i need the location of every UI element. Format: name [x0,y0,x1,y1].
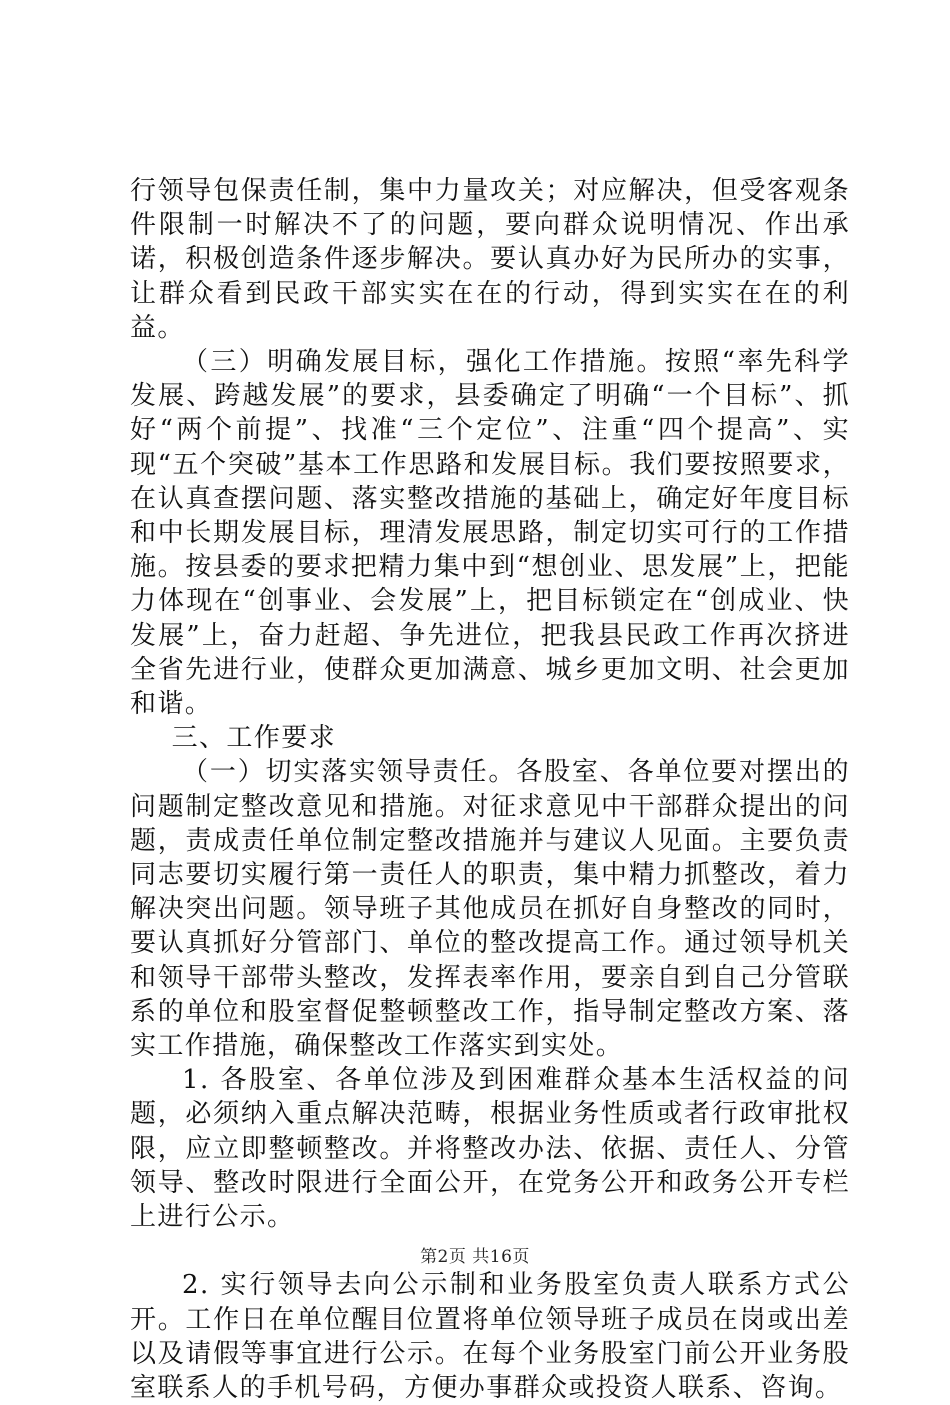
paragraph-continuation: 行领导包保责任制，集中力量攻关；对应解决，但受客观条件限制一时解决不了的问题，要向群众说明情况、作出承诺，积极创造条件逐步解决。要认真办好为民所办的实事，让群众看到民政干部实实在在的行动，得到实实在在的利益。 [130,176,850,343]
paragraph-item-2: 2. 实行领导去向公示制和业务股室负责人联系方式公开。工作日在单位醒目位置将单位领导班子成员在岗或出差以及请假等事宜进行公示。在每个业务股室门前公开业务股室联系人的手机号码，方便办事群众或投资人联系、咨询。 [130,1270,850,1403]
paragraph-item-1: 1. 各股室、各单位涉及到困难群众基本生活权益的问题，必须纳入重点解决范畴，根据业务性质或者行政审批权限，应立即整顿整改。并将整改办法、依据、责任人、分管领导、整改时限进行全面公开，在党务公开和政务公开专栏上进行公示。 [130,1065,850,1233]
section-heading-work-requirements: 三、工作要求 [171,723,336,754]
paragraph-requirement-1: （一）切实落实领导责任。各股室、各单位要对摆出的问题制定整改意见和措施。对征求意见中干部群众提出的问题，责成责任单位制定整改措施并与建议人见面。主要负责同志要切实履行第一责任人的职责，集中精力抓整改，着力解决突出问题。领导班子其他成员在抓好自身整改的同时，要认真抓好分管部门、单位的整改提高工作。通过领导机关和领导干部带头整改，发挥表率作用，要亲自到自己分管联系的单位和股室督促整顿整改工作，指导制定整改方案、落实工作措施，确保整改工作落实到实处。 [130,757,850,1062]
paragraph-section-3: （三）明确发展目标，强化工作措施。按照“率先科学发展、跨越发展”的要求，县委确定了明确“一个目标”、抓好“两个前提”、找准“三个定位”、注重“四个提高”、实现“五个突破”基本工作思路和发展目标。我们要按照要求，在认真查摆问题、落实整改措施的基础上，确定好年度目标和中长期发展目标，理清发展思路，制定切实可行的工作措施。按县委的要求把精力集中到“想创业、思发展”上，把能力体现在“创事业、会发展”上，把目标锁定在“创成业、快发展”上，奋力赶超、争先进位，把我县民政工作再次挤进全省先进行业，使群众更加满意、城乡更加文明、社会更加和谐。 [130,347,850,720]
document-body [130,174,850,1405]
page-footer: 第2页 共16页 [420,1247,530,1267]
